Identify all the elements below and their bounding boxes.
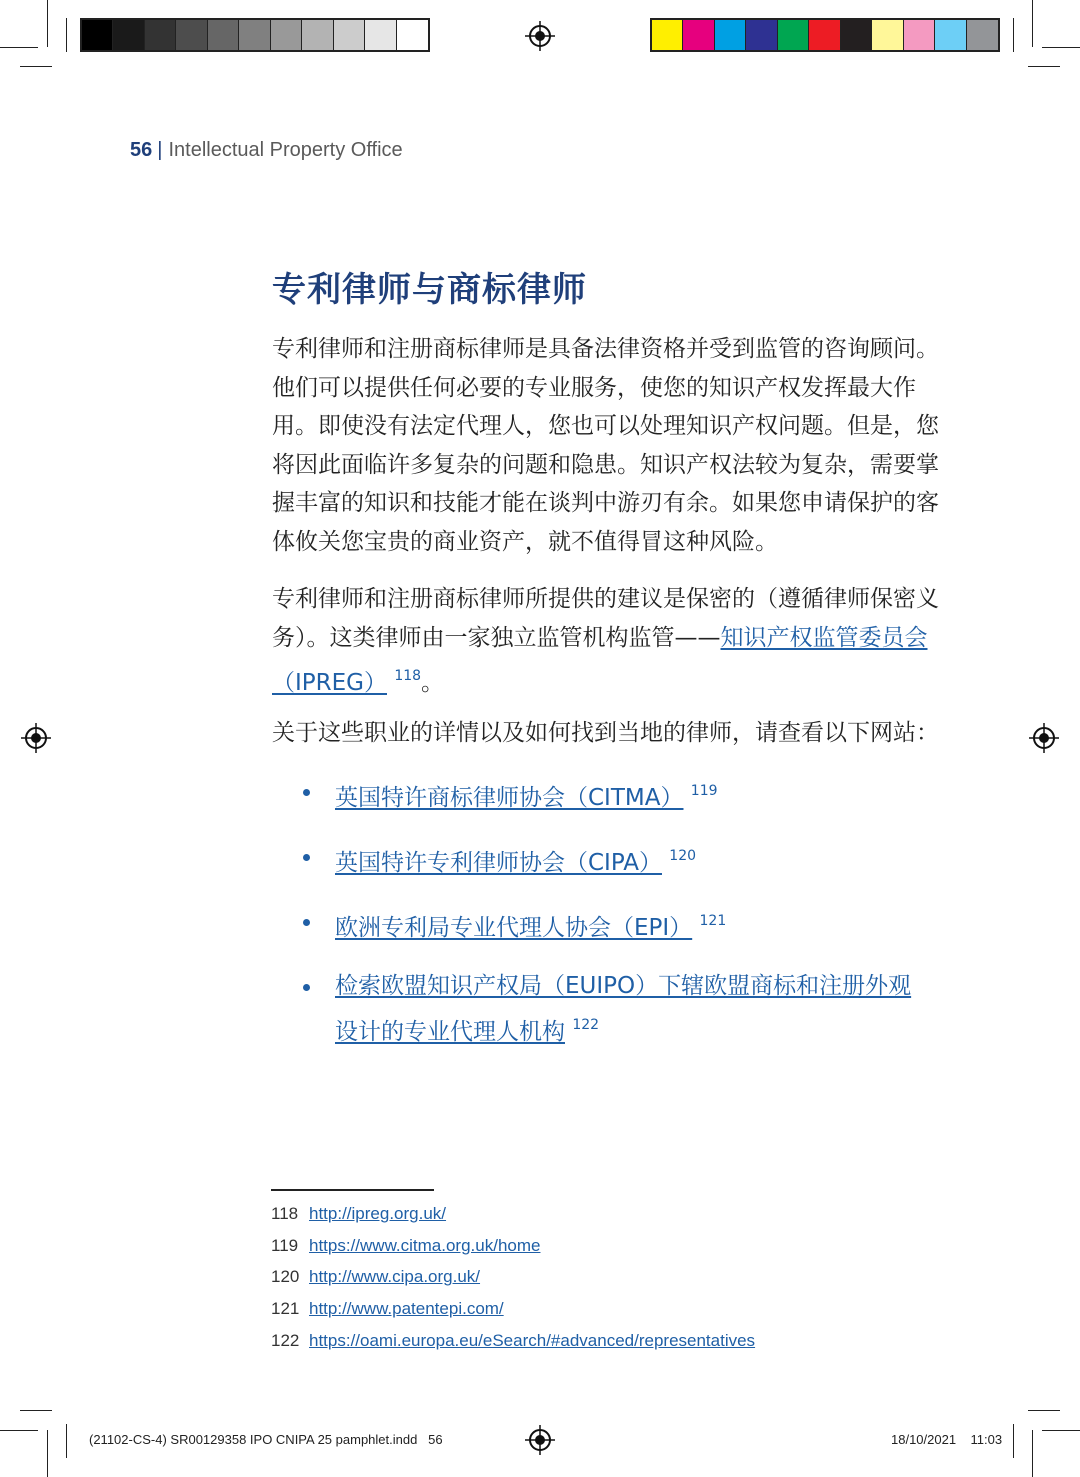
confidentiality-paragraph [272, 580, 952, 703]
bullet-icon [303, 984, 310, 991]
paragraph-line: 用。即使没有法定代理人，您也可以处理知识产权问题。但是，您 [272, 413, 939, 439]
color-swatch [935, 20, 966, 50]
footnotes [271, 1202, 755, 1360]
color-swatch [904, 20, 935, 50]
euipo-link-continued[interactable]: 设计的专业代理人机构 [335, 1018, 565, 1045]
color-swatch [176, 20, 207, 50]
list-line [335, 967, 960, 1006]
crop-mark [1028, 1410, 1060, 1411]
color-swatch [872, 20, 903, 50]
crop-mark [0, 1430, 38, 1431]
crop-mark [1042, 47, 1080, 48]
footnote-divider [271, 1189, 434, 1191]
footnote-ref-118[interactable]: 118 [394, 668, 422, 684]
color-swatch [239, 20, 270, 50]
footnote [271, 1265, 755, 1297]
crop-mark [47, 1430, 48, 1477]
websites-intro [272, 714, 952, 753]
registration-mark-icon [21, 723, 51, 753]
color-swatch [208, 20, 239, 50]
color-swatch [715, 20, 746, 50]
footnote [271, 1297, 755, 1329]
color-bar [650, 18, 1000, 52]
page-number: 56 [130, 139, 153, 161]
footnote-ref-121[interactable]: 121 [699, 913, 727, 929]
registration-mark-icon [1029, 723, 1059, 753]
paragraph-line: 专利律师和注册商标律师是具备法律资格并受到监管的咨询顾问。 [272, 336, 939, 362]
crop-mark [20, 66, 52, 67]
footnote-url[interactable]: http://ipreg.org.uk/ [309, 1204, 447, 1223]
paragraph-line: 关于这些职业的详情以及如何找到当地的律师，请查看以下网站： [272, 720, 939, 746]
crop-mark [66, 18, 67, 52]
color-swatch [113, 20, 144, 50]
bullet-icon [303, 919, 310, 926]
grayscale-bar [80, 18, 430, 52]
ipreg-link-abbrev[interactable]: （IPREG） [272, 670, 387, 696]
citma-link[interactable]: 英国特许商标律师协会（CITMA） [335, 785, 684, 811]
paragraph-line [272, 657, 952, 703]
slug-filename [89, 1432, 443, 1447]
color-swatch [271, 20, 302, 50]
crop-mark [1013, 18, 1014, 52]
color-swatch [746, 20, 777, 50]
epi-link[interactable]: 欧洲专利局专业代理人协会（EPI） [335, 915, 693, 941]
crop-mark [1032, 1430, 1033, 1477]
slug-date: 18/10/2021 [891, 1432, 957, 1447]
paragraph-line: 将因此面临许多复杂的问题和隐患。知识产权法较为复杂，需要掌 [272, 451, 939, 478]
footnote-url[interactable]: https://www.citma.org.uk/home [309, 1235, 541, 1255]
list-item [300, 837, 960, 883]
crop-mark [1042, 1430, 1080, 1431]
registration-mark-icon [525, 1425, 555, 1455]
crop-mark [1013, 1424, 1014, 1458]
paragraph-line: 他们可以提供任何必要的专业服务，使您的知识产权发挥最大作 [272, 374, 916, 401]
crop-mark [1032, 0, 1033, 47]
paragraph-line [272, 619, 952, 658]
color-swatch [778, 20, 809, 50]
footnote-number: 121 [271, 1299, 300, 1319]
footnote-number: 118 [271, 1204, 299, 1223]
footnote-ref-119[interactable]: 119 [690, 783, 718, 799]
registration-mark-icon [525, 21, 555, 51]
color-swatch [302, 20, 333, 50]
website-list [300, 772, 960, 1071]
color-swatch [145, 20, 176, 50]
paragraph-line: 体攸关您宝贵的商业资产，就不值得冒这种风险。 [272, 528, 778, 555]
paragraph-text: 务）。这类律师由一家独立监管机构监管—— [272, 624, 721, 651]
list-item [300, 902, 960, 948]
running-head [130, 139, 403, 162]
color-swatch [334, 20, 365, 50]
list-item [300, 967, 960, 1051]
slug-time: 11:03 [970, 1432, 1003, 1447]
crop-mark [1028, 66, 1060, 67]
crop-mark [47, 0, 48, 47]
intro-paragraph [272, 330, 952, 561]
footnote-ref-120[interactable]: 120 [669, 848, 697, 864]
list-item [300, 772, 960, 818]
color-swatch [82, 20, 113, 50]
footnote-number: 119 [271, 1235, 299, 1255]
color-swatch [683, 20, 714, 50]
crop-mark [20, 1410, 52, 1411]
cipa-link[interactable]: 英国特许专利律师协会（CIPA） [335, 850, 662, 876]
header-separator: | [157, 139, 163, 161]
footnote [271, 1329, 755, 1361]
paragraph-line: 握丰富的知识和技能才能在谈判中游刃有余。如果您申请保护的客 [272, 490, 939, 516]
paragraph-line: 专利律师和注册商标律师所提供的建议是保密的（遵循律师保密义 [272, 586, 939, 612]
color-swatch [652, 20, 683, 50]
publication-name: Intellectual Property Office [168, 139, 403, 161]
footnote-number: 120 [271, 1267, 300, 1287]
list-line [335, 1006, 960, 1052]
bullet-icon [303, 854, 310, 861]
footnote-url[interactable]: http://www.patentepi.com/ [309, 1299, 504, 1319]
bullet-icon [303, 789, 310, 796]
page-title: 专利律师与商标律师 [272, 270, 587, 310]
ipreg-link[interactable]: 知识产权监管委员会 [720, 624, 928, 651]
footnote-ref-122[interactable]: 122 [572, 1016, 600, 1033]
color-swatch [397, 20, 428, 50]
footnote [271, 1202, 755, 1234]
euipo-link[interactable]: 检索欧盟知识产权局（EUIPO）下辖欧盟商标和注册外观 [335, 973, 912, 999]
slug-page: 56 [428, 1432, 443, 1447]
color-swatch [365, 20, 396, 50]
footnote [271, 1234, 755, 1266]
slug-file: (21102-CS-4) SR00129358 IPO CNIPA 25 pamphlet.indd [89, 1432, 418, 1447]
color-swatch [841, 20, 872, 50]
color-swatch [809, 20, 840, 50]
footnote-number: 122 [271, 1330, 300, 1350]
color-swatch [967, 20, 998, 50]
slug-timestamp [891, 1432, 1002, 1447]
footnote-url[interactable]: https://oami.europa.eu/eSearch/#advanced/representatives [309, 1330, 756, 1350]
paragraph-end: 。 [421, 670, 445, 696]
footnote-url[interactable]: http://www.cipa.org.uk/ [309, 1267, 481, 1287]
crop-mark [66, 1424, 67, 1458]
crop-mark [0, 47, 38, 48]
